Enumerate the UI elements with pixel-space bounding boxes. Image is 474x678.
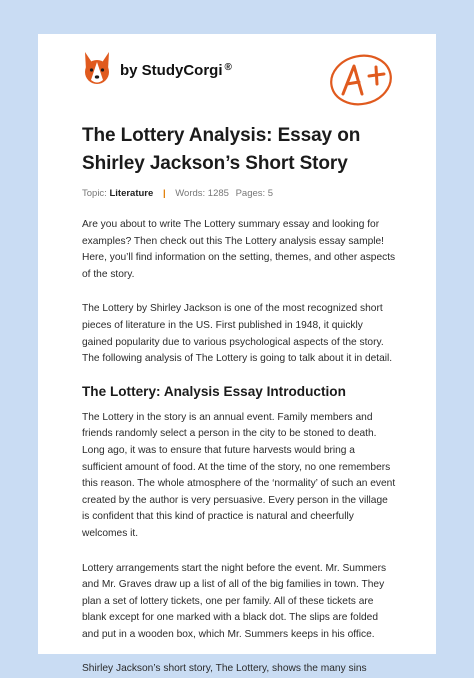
document-page <box>38 34 436 675</box>
meta-separator: | <box>162 188 166 199</box>
brand-name[interactable] <box>120 62 232 79</box>
section-paragraph-1: The Lottery in the story is an annual event. Family members and friends randomly select a person in the city to be stoned to death. Long ago, it was to ensure that future harvests would bring a sufficient amount of food. At the time of the story, no one remembers this reason. The whole atmosphere of the ‘normality’ of such an event created by the author is very persuasive. Every person in the village is confident that this kind of practice is natural and cheerfully welcomes it. <box>82 411 396 539</box>
topic-link[interactable]: Literature <box>109 188 154 199</box>
section-paragraph-3: Shirley Jackson’s short story, The Lottery, shows the many sins <box>82 663 367 675</box>
page-count: Pages: 5 <box>235 188 274 199</box>
corgi-head-icon[interactable] <box>82 50 112 86</box>
article-content <box>82 122 396 678</box>
page-header <box>82 48 436 98</box>
section-paragraph-2: Lottery arrangements start the night before the event. Mr. Summers and Mr. Graves draw up a list of all of the big families in town. They plan a set of lottery tickets, one per family. All of these tickets are blank except for one marked with a black dot. The slips are folded and put in a wooden box, which Mr. Summers keeps in his office. <box>82 562 387 640</box>
topic-label: Topic: <box>82 188 107 199</box>
registered-mark: ® <box>224 62 232 73</box>
brand-text: by StudyCorgi <box>120 62 223 79</box>
article-meta <box>82 188 396 199</box>
intro-paragraph-1: Are you about to write The Lottery summary essay and looking for examples? Then check out this The Lottery analysis essay sample! Here, you’ll find information on the setting, themes, and other aspects of the story. <box>82 219 396 280</box>
intro-paragraph-2: The Lottery by Shirley Jackson is one of the most recognized short pieces of literature in the US. First published in 1948, it quickly gained popularity due to various psychological aspects of the story. The following analysis of The Lottery is going to talk about it in detail. <box>82 303 393 365</box>
section-heading: The Lottery: Analysis Essay Introduction <box>82 383 346 399</box>
word-count: Words: 1285 <box>175 188 229 199</box>
article-title: The Lottery Analysis: Essay on Shirley Jackson’s Short Story <box>82 125 361 174</box>
a-plus-grade-icon <box>326 48 396 108</box>
